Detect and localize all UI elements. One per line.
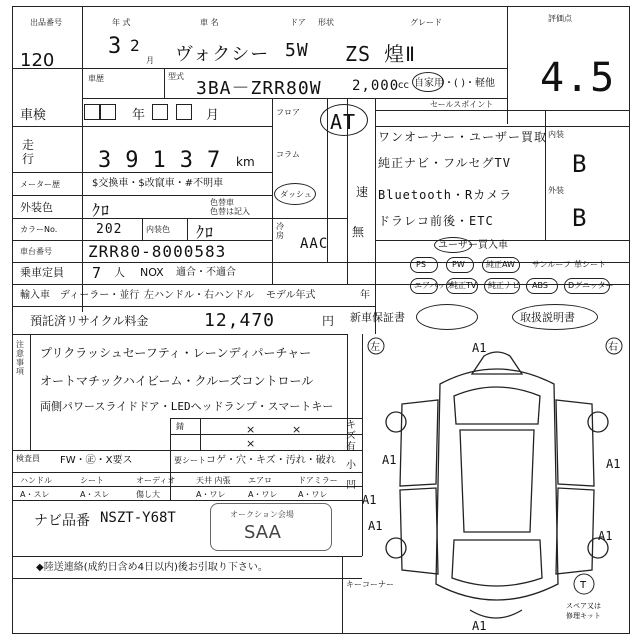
- kizu-label: キズ有: [346, 420, 356, 453]
- history-label: 車歴: [88, 74, 104, 83]
- right-symbol: 右: [608, 342, 618, 353]
- check-h3: オーディオ: [136, 476, 176, 485]
- sales-line-4: ドラレコ前後・ETC: [378, 214, 494, 228]
- spare-label-2: 修理キット: [566, 612, 601, 620]
- manual-tag: 取扱説明書: [520, 311, 575, 324]
- import-options: ディーラー・並行: [60, 290, 140, 301]
- footer-note: ◆陸送連絡(成約日含め4日以内)後お引取り下さい。: [36, 562, 268, 573]
- interior-tag: 内装: [548, 130, 564, 139]
- check-h5: エアロ: [248, 476, 272, 485]
- shaken-month-unit: 月: [206, 108, 220, 123]
- transmission-circle: [320, 104, 368, 136]
- sales-line-2: 純正ナビ・フルセグTV: [378, 156, 511, 170]
- sales-line-3: Bluetooth・Rカメラ: [378, 188, 513, 202]
- month-value: 2: [130, 36, 141, 55]
- badge-abs: ABS: [532, 281, 548, 290]
- floor-label: フロア: [276, 108, 300, 117]
- import-label: 輸入車: [20, 290, 50, 301]
- mileage-unit: km: [236, 155, 255, 169]
- badge-pw: PW: [452, 260, 465, 269]
- comment-line-2: オートマチックハイビーム・クルーズコントロール: [40, 374, 314, 388]
- mark-top: A1: [472, 341, 487, 355]
- shaken-year-unit: 年: [132, 108, 146, 123]
- color-no-value: 202: [96, 222, 123, 237]
- check-h4: 天井 内張: [196, 476, 231, 485]
- exterior-grade: B: [572, 204, 588, 232]
- x-mark-1: ×: [246, 423, 256, 436]
- capacity-value: 7: [92, 264, 103, 282]
- steering-options: 左ハンドル・右ハンドル: [144, 290, 254, 301]
- grade-value: ZS 煌Ⅱ: [345, 42, 416, 66]
- lot-number: 120: [20, 50, 55, 71]
- inspector-label: 検査員: [16, 454, 40, 463]
- stamp-line2: SAA: [244, 522, 281, 543]
- check-v2: A・スレ: [80, 490, 110, 499]
- cc-unit: cc: [398, 80, 409, 91]
- column-label: コラム: [276, 150, 300, 159]
- badge-navi: 純正ナビ: [488, 281, 520, 290]
- check-h2: シート: [80, 476, 104, 485]
- score-label: 評価点: [548, 14, 572, 23]
- year-label: 年 式: [112, 18, 131, 27]
- check-v1: A・スレ: [20, 490, 50, 499]
- dash-circle: [274, 183, 316, 205]
- x-mark-2: ×: [292, 423, 302, 436]
- user-circle: [434, 237, 472, 253]
- exterior-value: ｸﾛ: [92, 201, 111, 220]
- sales-points-title: セールスポイント: [430, 100, 494, 109]
- type-value: 3BA－ZRR80W: [196, 78, 322, 99]
- meter-options: $交換車・$改竄車・#不明車: [92, 178, 224, 189]
- mileage-digits: 39137: [98, 148, 235, 173]
- badge-tv: 純正TV: [450, 281, 477, 290]
- badge-airbag: エアバッグ: [414, 281, 454, 290]
- lot-label: 出品番号: [30, 18, 62, 27]
- check-v5: A・ワレ: [248, 490, 278, 499]
- exterior-note2: 色替車: [210, 198, 234, 207]
- nox-options: 適合・不適合: [176, 267, 236, 278]
- exterior-tag: 外装: [548, 186, 564, 195]
- left-symbol: 左: [370, 342, 380, 353]
- badge-keyless: Dグニッター: [568, 281, 614, 290]
- car-damage-diagram: [362, 334, 630, 634]
- comment-line-3: 両側パワースライドドア・LEDヘッドランプ・スマートキー: [40, 400, 334, 413]
- capacity-label: 乗車定員: [20, 266, 64, 279]
- none-label: 無: [352, 225, 365, 239]
- type-label: 型式: [168, 72, 184, 81]
- grade-label: グレード: [410, 18, 442, 27]
- doors-value: 5W: [285, 40, 309, 61]
- user-purchase-label: ユーザー買入車: [438, 240, 508, 251]
- side-mark-2: 凹: [346, 480, 356, 491]
- badge-leather: 革シート: [574, 260, 606, 269]
- mark-right-2: A1: [598, 529, 613, 543]
- badge-ps: PS: [416, 260, 426, 269]
- car-name-label: 車 名: [200, 18, 219, 27]
- key-corner-label: キーコーナー: [346, 580, 394, 589]
- speed-label: 速: [356, 185, 369, 199]
- mark-bottom: A1: [472, 619, 487, 633]
- mark-right-1: A1: [606, 457, 621, 471]
- comments-label: 注意事項: [16, 340, 24, 376]
- meter-label: メーター歴: [20, 180, 60, 189]
- shaken-label: 車検: [20, 108, 47, 123]
- mark-left-2: A1: [362, 493, 377, 507]
- private-use-circle: [412, 72, 444, 92]
- check-h1: ハンドル: [20, 476, 52, 485]
- chassis-value: ZRR80-8000583: [88, 242, 227, 261]
- x-mark-3: ×: [246, 437, 256, 450]
- year-value: 3: [108, 34, 123, 59]
- parts-label: ナビ品番: [34, 513, 90, 529]
- badge-sunroof: サンルーフ: [532, 260, 571, 269]
- exterior-note: 色替は記入: [210, 207, 250, 216]
- interior-color-value: ｸﾛ: [196, 223, 215, 242]
- check-v3: 傷し大: [136, 490, 160, 499]
- nox-label: NOX: [140, 266, 164, 279]
- manual-circle: [512, 304, 598, 330]
- car-name-value: ヴォクシー: [175, 44, 270, 65]
- model-year-label: モデル年式: [266, 290, 316, 301]
- recycle-unit: 円: [322, 314, 335, 328]
- score-value: 4.5: [540, 55, 616, 101]
- model-year-unit: 年: [360, 290, 370, 301]
- month-unit: 月: [146, 56, 154, 65]
- mark-left-1: A1: [382, 453, 397, 467]
- interior-color-label: 内装色: [146, 225, 170, 234]
- check-row1: FW・㊣・X要ス: [60, 455, 133, 466]
- rust-label: 錆: [176, 422, 184, 431]
- shape-label: 形状: [318, 18, 334, 27]
- ac-value: AAC: [300, 236, 329, 252]
- sales-line-1: ワンオーナー・ユーザー買取: [378, 130, 548, 144]
- category-options: 自家用・( )・軽他: [414, 78, 495, 89]
- parts-value: NSZT-Y68T: [100, 510, 176, 526]
- interior-grade: B: [572, 150, 588, 178]
- check-h6: ドアミラー: [298, 476, 338, 485]
- warranty-tag: 新車保証書: [350, 311, 405, 324]
- check-row1c: コゲ・穴・キズ・汚れ・破れ: [206, 455, 336, 466]
- recycle-label: 預託済リサイクル料金: [30, 314, 149, 328]
- check-row1b: 要シート: [174, 456, 206, 465]
- exterior-label: 外装色: [20, 201, 53, 214]
- badge-aw: 純正AW: [486, 260, 515, 269]
- recycle-value: 12,470: [204, 310, 276, 331]
- doors-label: ドア: [290, 18, 306, 27]
- check-v4: A・ワレ: [196, 490, 226, 499]
- cc-value: 2,000: [352, 78, 400, 94]
- warranty-circle: [416, 304, 478, 330]
- mileage-label: 走行: [22, 138, 35, 166]
- check-v6: A・ワレ: [298, 490, 328, 499]
- mark-left-3: A1: [368, 519, 383, 533]
- chassis-label: 車台番号: [20, 247, 52, 256]
- dash-label: ダッシュ: [280, 190, 312, 199]
- spare-symbol: T: [580, 580, 587, 591]
- ac-label: 冷房: [276, 222, 284, 240]
- stamp-line1: オークション会場: [230, 510, 294, 519]
- side-mark: 小: [346, 460, 356, 471]
- capacity-unit: 人: [114, 266, 125, 279]
- comment-line-1: プリクラッシュセーフティ・レーンディパーチャー: [40, 346, 312, 360]
- color-no-label: カラーNo.: [20, 225, 58, 234]
- spare-label: スペア又は: [566, 602, 601, 610]
- transmission-value: AT: [330, 110, 357, 134]
